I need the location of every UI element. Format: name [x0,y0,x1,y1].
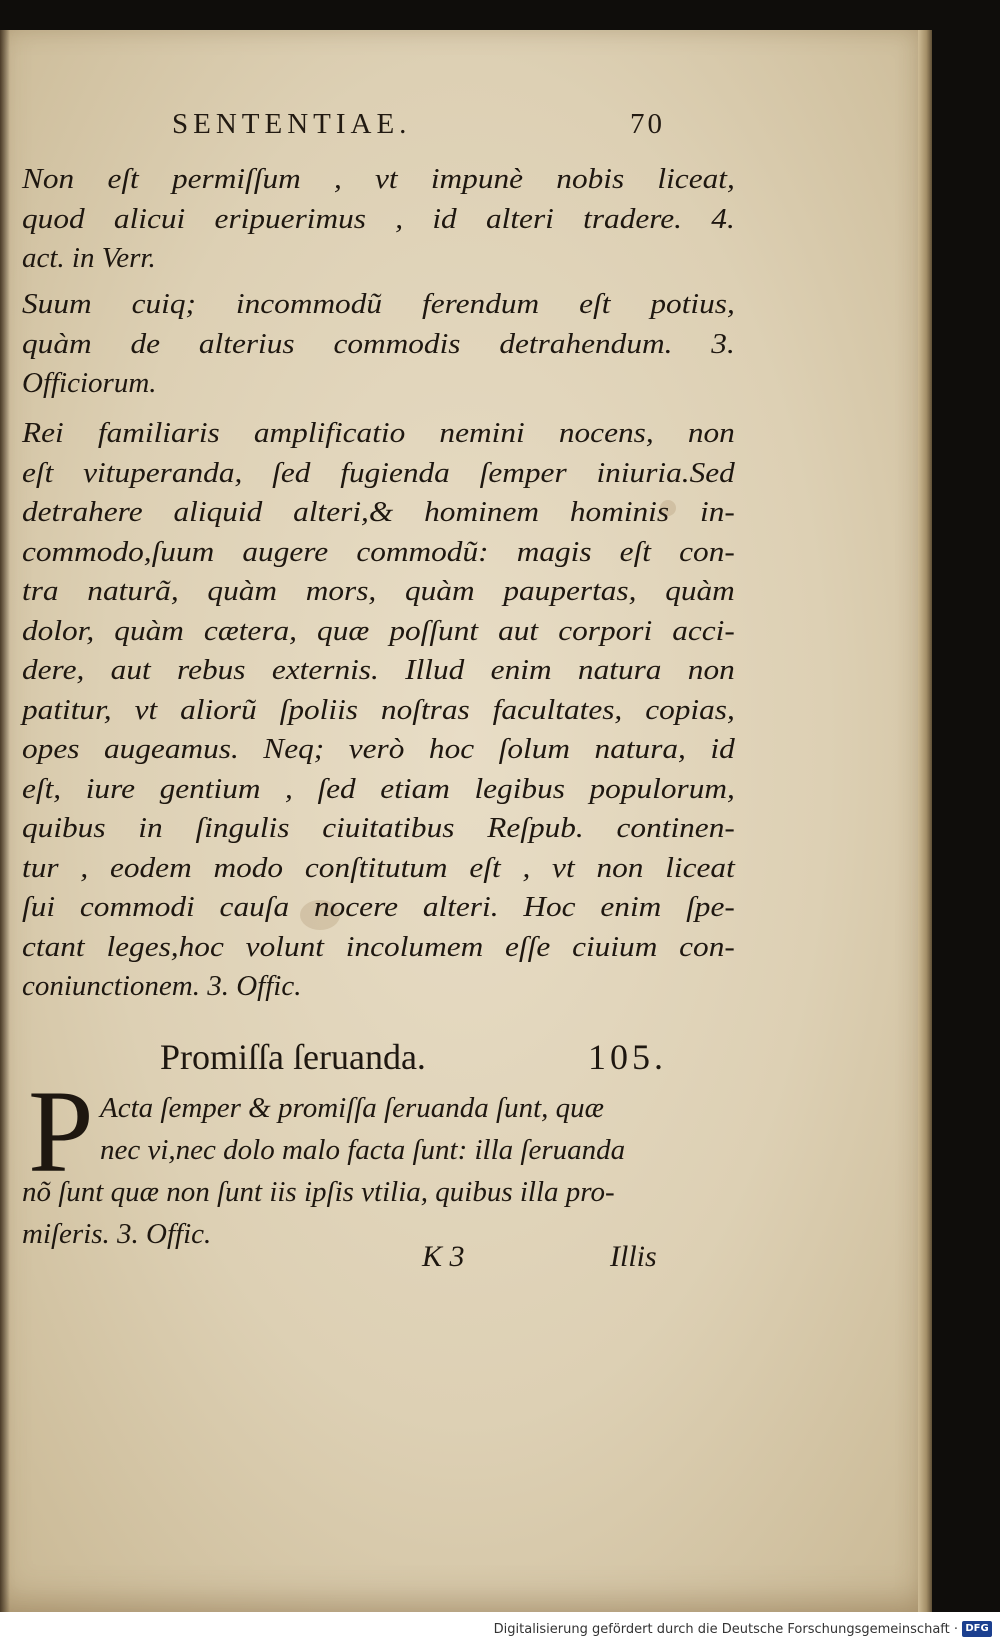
dfg-logo: DFG [962,1621,992,1637]
text-line: commodo,ſuum augere commodũ: magis eſt con- [22,535,735,568]
text-line: nõ ſunt quæ non ſunt iis ipſis vtilia, quibus illa pro- [22,1176,615,1208]
page-edge [918,30,932,1615]
text-line: quibus in ſingulis ciuitatibus Reſpub. continen- [22,812,735,844]
paragraph-continuation [22,1171,672,1255]
text-line: Acta ſemper & promiſſa ſeruanda ſunt, quæ [100,1092,604,1124]
text-line: tra naturã, quàm mors, quàm paupertas, quàm [22,575,735,607]
text-line: Rei familiaris amplificatio nemini nocens, non [22,417,735,449]
paragraph [100,1087,670,1171]
text-line: eſt vituperanda, ſed fugienda ſemper iniuria.Sed [22,456,735,489]
catchword: Illis [610,1240,657,1273]
text-line: ſui commodi cauſa nocere alteri. Hoc enim ſpe- [22,891,735,923]
text-line: Suum cuiq; incommodũ ferendum eſt potius, [22,288,735,320]
page-number: 70 [630,108,665,140]
text-line: opes augeamus. Neq; verò hoc ſolum natura, id [22,733,735,765]
text-line: act. in Verr. [22,242,156,274]
signature-mark: K 3 [422,1240,465,1273]
text-line: detrahere aliquid alteri,& hominem hominis in- [22,496,735,528]
text-line: Non eſt permiſſum , vt impunè nobis liceat, [22,163,735,195]
text-line: quàm de alterius commodis detrahendum. 3. [22,327,735,360]
section-heading: Promiſſa ſeruanda. [160,1037,426,1077]
text-line: quod alicui eripuerimus , id alteri tradere. 4. [22,202,735,235]
paragraph [22,160,735,279]
text-line: eſt, iure gentium , ſed etiam legibus populorum, [22,772,735,805]
paragraph [22,414,735,1007]
text-line: tur , eodem modo conſtitutum eſt , vt non liceat [22,851,735,884]
running-head: SENTENTIAE. [172,108,412,140]
paragraph [22,285,735,404]
text-line: nec vi,nec dolo malo facta ſunt: illa ſeruanda [100,1134,626,1166]
text-line: miſeris. 3. Offic. [22,1218,212,1250]
binding-gutter [0,30,10,1615]
text-line: coniunctionem. 3. Offic. [22,970,302,1002]
credit-text: Digitalisierung gefördert durch die Deutsche Forschungsgemeinschaft · [493,1622,958,1637]
text-line: dolor, quàm cætera, quæ poſſunt aut corpori acci- [22,614,735,647]
text-line: Officiorum. [22,367,157,399]
text-line: patitur, vt aliorũ ſpoliis noſtras facultates, copias, [22,693,735,726]
text-line: ctant leges,hoc volunt incolumem eſſe ciuium con- [22,930,735,963]
text-line: dere, aut rebus externis. Illud enim natura non [22,654,735,686]
drop-cap: P [28,1066,94,1197]
section-number: 105. [588,1037,667,1077]
